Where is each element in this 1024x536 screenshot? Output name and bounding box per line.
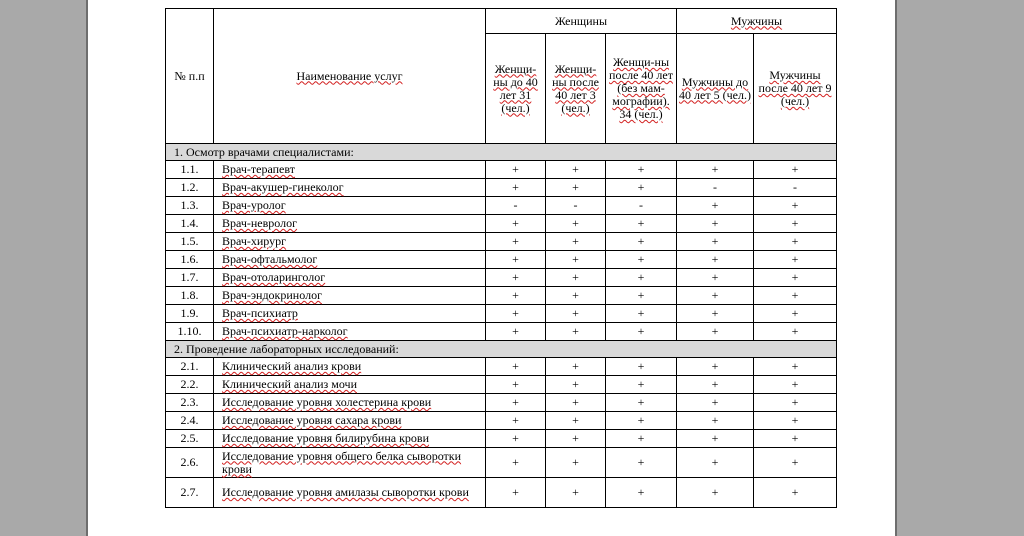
row-number: 2.5. [166,430,214,448]
service-name: Врач-эндокринолог [222,288,322,302]
table-row [166,161,837,179]
row-number: 1.2. [166,179,214,197]
mark-cell: + [486,233,546,251]
service-name: Врач-терапевт [222,162,295,176]
col-header-women-under-40 [486,34,546,144]
table-row [166,305,837,323]
mark-cell: + [486,305,546,323]
mark-cell: + [606,287,677,305]
mark-cell: + [677,287,754,305]
mark-cell: + [754,251,837,269]
table-row [166,215,837,233]
mark-cell: + [754,287,837,305]
mark-cell: + [754,478,837,508]
mark-cell: + [486,412,546,430]
mark-cell: + [677,323,754,341]
col-header-men-over-40 [754,34,837,144]
mark-cell: + [546,323,606,341]
mark-cell: + [677,161,754,179]
table-row [166,323,837,341]
service-name-cell [214,394,486,412]
col-header-women-over-40-text: Женщи-ны после 40 лет 3 (чел.) [552,61,599,115]
col-header-num: № п.п [166,9,214,144]
mark-cell: + [677,448,754,478]
mark-cell: - [546,197,606,215]
service-name: Исследование уровня билирубина крови [222,431,430,445]
service-name-cell [214,323,486,341]
mark-cell: + [677,251,754,269]
row-number: 1.6. [166,251,214,269]
service-name: Исследование уровня общего белка сыворотки крови [222,448,462,476]
col-header-service [214,9,486,144]
table-row [166,448,837,478]
mark-cell: + [677,394,754,412]
service-name-cell [214,305,486,323]
table-row [166,394,837,412]
service-name-cell [214,251,486,269]
mark-cell: + [606,179,677,197]
service-name-cell [214,478,486,508]
mark-cell: + [606,448,677,478]
mark-cell: + [754,394,837,412]
service-name: Врач-психиатр [222,306,298,320]
col-header-men-over-40-text: Мужчины после 40 лет 9 (чел.) [758,68,832,108]
section-header-row [166,144,837,161]
table-row [166,287,837,305]
col-group-men [677,9,837,34]
row-number: 1.5. [166,233,214,251]
table-row [166,179,837,197]
service-name: Клинический анализ мочи [222,377,357,391]
mark-cell: + [546,394,606,412]
service-name-cell [214,215,486,233]
table-row [166,430,837,448]
mark-cell: + [606,323,677,341]
service-name-cell [214,412,486,430]
col-header-women-over-40-no-mammo [606,34,677,144]
mark-cell: - [486,197,546,215]
row-number: 2.4. [166,412,214,430]
mark-cell: + [677,197,754,215]
col-group-men-text: Мужчины [730,13,783,28]
service-name-cell [214,161,486,179]
mark-cell: + [546,161,606,179]
mark-cell: - [754,179,837,197]
service-name: Исследование уровня холестерина крови [222,395,432,409]
mark-cell: + [754,448,837,478]
mark-cell: - [677,179,754,197]
mark-cell: + [677,478,754,508]
service-name-cell [214,197,486,215]
service-name-cell [214,448,486,478]
mark-cell: + [606,269,677,287]
service-name-cell [214,358,486,376]
service-name-cell [214,269,486,287]
row-number: 2.7. [166,478,214,508]
table-row [166,251,837,269]
mark-cell: + [677,358,754,376]
section-header-row [166,341,837,358]
service-name: Врач-офтальмолог [222,252,318,266]
mark-cell: + [754,197,837,215]
mark-cell: + [546,448,606,478]
mark-cell: + [754,376,837,394]
col-header-men-under-40 [677,34,754,144]
mark-cell: + [546,269,606,287]
service-name: Исследование уровня сахара крови [222,413,402,427]
mark-cell: + [677,233,754,251]
mark-cell: + [486,358,546,376]
mark-cell: + [754,323,837,341]
service-name: Врач-психиатр-нарколог [222,324,348,338]
mark-cell: + [546,287,606,305]
table-row [166,197,837,215]
mark-cell: + [546,358,606,376]
service-name-cell [214,287,486,305]
mark-cell: + [677,430,754,448]
row-number: 1.10. [166,323,214,341]
mark-cell: + [606,478,677,508]
mark-cell: + [754,269,837,287]
mark-cell: + [546,251,606,269]
row-number: 2.3. [166,394,214,412]
mark-cell: + [677,376,754,394]
mark-cell: + [486,287,546,305]
col-header-women-over-40-no-mammo-text: Женщи-ны после 40 лет (без мам-мографии). 34 (чел.) [609,55,673,121]
mark-cell: + [486,251,546,269]
mark-cell: + [546,412,606,430]
mark-cell: + [546,215,606,233]
row-number: 2.1. [166,358,214,376]
row-number: 1.7. [166,269,214,287]
section-title: 1. Осмотр врачами специалистами: [166,144,837,161]
row-number: 1.9. [166,305,214,323]
mark-cell: + [486,215,546,233]
left-margin [0,0,86,536]
mark-cell: + [486,478,546,508]
mark-cell: - [606,197,677,215]
mark-cell: + [486,269,546,287]
mark-cell: + [754,233,837,251]
mark-cell: + [677,269,754,287]
service-name: Исследование уровня амилазы сыворотки крови [222,485,469,499]
service-name: Врач-акушер-гинеколог [222,180,344,194]
row-number: 1.1. [166,161,214,179]
table-row [166,376,837,394]
mark-cell: + [546,478,606,508]
service-name: Врач-невролог [222,216,298,230]
table-row [166,478,837,508]
col-group-women: Женщины [486,9,677,34]
col-header-men-under-40-text: Мужчины до 40 лет 5 (чел.) [679,74,751,102]
mark-cell: + [677,215,754,233]
mark-cell: + [754,412,837,430]
service-name: Клинический анализ крови [222,359,362,373]
mark-cell: + [606,305,677,323]
mark-cell: + [606,376,677,394]
mark-cell: + [486,323,546,341]
mark-cell: + [606,358,677,376]
table-row [166,233,837,251]
mark-cell: + [606,233,677,251]
row-number: 1.8. [166,287,214,305]
service-name-cell [214,430,486,448]
mark-cell: + [546,305,606,323]
mark-cell: + [486,430,546,448]
mark-cell: + [754,161,837,179]
mark-cell: + [754,215,837,233]
service-name: Врач-отоларинголог [222,270,326,284]
mark-cell: + [546,179,606,197]
header-row-groups [166,9,837,34]
service-name: Врач-уролог [222,198,286,212]
col-header-women-under-40-text: Женщи-ны до 40 лет 31 (чел.) [493,61,538,115]
service-name-cell [214,179,486,197]
services-table [165,8,837,508]
service-name-cell [214,376,486,394]
table-row [166,269,837,287]
mark-cell: + [486,448,546,478]
mark-cell: + [606,430,677,448]
row-number: 2.2. [166,376,214,394]
mark-cell: + [606,161,677,179]
table-row [166,412,837,430]
mark-cell: + [754,430,837,448]
row-number: 2.6. [166,448,214,478]
right-margin [897,0,1024,536]
mark-cell: + [486,376,546,394]
mark-cell: + [606,251,677,269]
table-row [166,358,837,376]
service-name: Врач-хирург [222,234,287,248]
mark-cell: + [486,394,546,412]
mark-cell: + [606,215,677,233]
mark-cell: + [486,161,546,179]
row-number: 1.4. [166,215,214,233]
mark-cell: + [546,430,606,448]
mark-cell: + [754,358,837,376]
mark-cell: + [546,233,606,251]
mark-cell: + [606,412,677,430]
document-page [88,0,895,536]
mark-cell: + [486,179,546,197]
mark-cell: + [606,394,677,412]
mark-cell: + [754,305,837,323]
col-header-service-text: Наименование услуг [296,68,403,83]
col-header-women-over-40 [546,34,606,144]
mark-cell: + [677,305,754,323]
mark-cell: + [546,376,606,394]
mark-cell: + [677,412,754,430]
row-number: 1.3. [166,197,214,215]
section-title: 2. Проведение лабораторных исследований: [166,341,837,358]
service-name-cell [214,233,486,251]
